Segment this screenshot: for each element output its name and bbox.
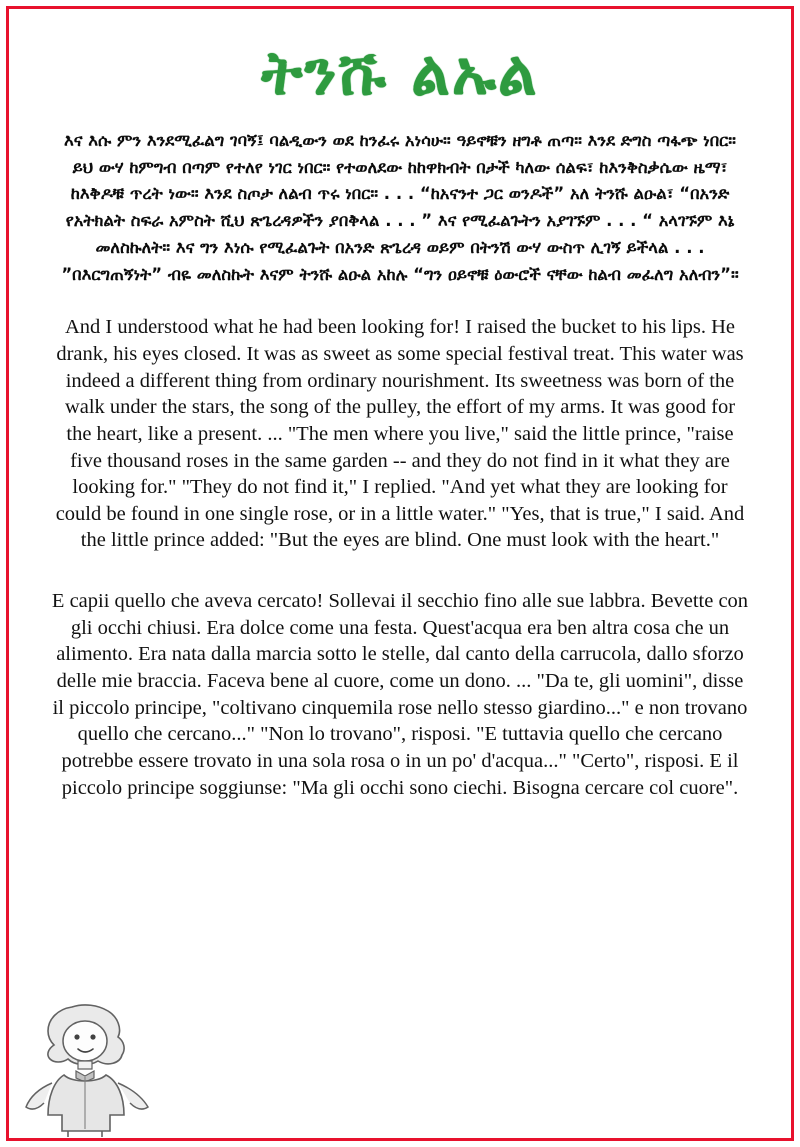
- paragraph-english: And I understood what he had been looking for! I raised the bucket to his lips. He drank, his eyes closed. It was as sweet as some special festival treat. This water was indeed a different thing from ordinary nourishment. Its sweetness was born of the walk under the stars, the song of the pulley, the effort of my arms. It was good for the heart, like a present. ... "The men where you live," said the little prince, "raise five thousand roses in the same garden -- and they do not find in it what they are looking for." "They do not find it," I replied. "And yet what they are looking for could be found in one single rose, or in a little water." "Yes, that is true," I said. And the little prince added: "But the eyes are blind. One must look with the heart.": [55, 316, 745, 552]
- little-prince-figure-icon: [14, 979, 174, 1139]
- paragraph-amharic: እና እሱ ምን እንደሚፈልግ ገባኝ፤ ባልዲውን ወደ ከንፈሩ አነሳሁ። ዓይኖቹን ዘግቶ ጠጣ። እንደ ድግስ ጣፋጭ ነበር። ይህ ውሃ ከምግብ በጣም የተለየ ነገር ነበር። የተወለደው ከከዋክብት በታች ካለው ሰልፍ፣ ከእንቅስቃሴው ዜማ፣ ከእቅዶቹ ጥረት ነው። እንደ ስጦታ ለልብ ጥሩ ነበር። . . . “ከአናንተ ጋር ወንዶች” አለ ትንሹ ልዑል፣ “በአንድ የአትክልት ስፍራ አምስት ሺህ ጽጌረዳዎችን ያበቅላል . . . ” እና የሚፈልጉትን አያገኙም . . . “ አላገኙም እኔ መለስኩለት። እና ግን እነሱ የሚፈልጉት በአንድ ጽጌረዳ ወይም በትንሽ ውሃ ውስጥ ሊገኝ ይችላል . . . ”በእርግጠኝነት” ብዬ መለስኩት እናም ትንሹ ልዑል አከሉ “ግን ዐይኖቹ ዕውሮች ናቸው ከልብ መፈለግ አለብን”።: [61, 131, 739, 284]
- paragraph-italian: E capii quello che aveva cercato! Sollevai il secchio fino alle sue labbra. Bevette con gli occhi chiusi. Era dolce come una festa. Quest'acqua era ben altra cosa che un alimento. Era nata dalla marcia sotto le stelle, dal canto della carrucola, dallo sforzo delle mie braccia. Faceva bene al cuore, come un dono. ... "Da te, gli uomini", disse il piccolo principe, "coltivano cinquemila rose nello stesso giardino..." e non trovano quello che cercano..." "Non lo trovano", risposi. "E tuttavia quello che cercano potrebbe essere trovato in una sola rosa o in un po' d'acqua..." "Certo", risposi. E il piccolo principe soggiunse: "Ma gli occhi sono ciechi. Bisogna cercare col cuore".: [51, 590, 749, 799]
- page-title: ትንሹ ልኡል: [261, 38, 539, 109]
